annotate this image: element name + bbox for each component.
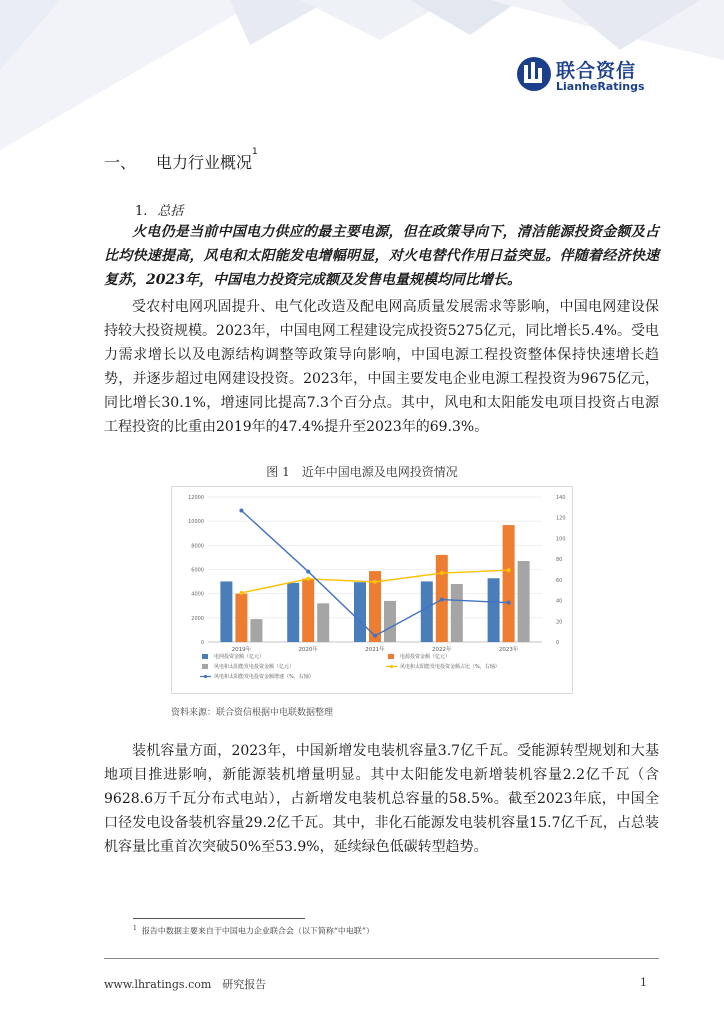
- section-title: 电力行业概况: [156, 153, 253, 172]
- bar: [287, 583, 299, 642]
- bar: [384, 601, 396, 642]
- figure-title: 图 1 近年中国电源及电网投资情况: [266, 465, 458, 479]
- footnote: [133, 925, 374, 937]
- y-right-tick-label: 60: [556, 577, 563, 584]
- legend-label: 风电和太阳能发电投资金额增速（%，右轴）: [214, 674, 314, 680]
- footer-rule: [104, 958, 659, 959]
- y-right-tick-label: 140: [556, 495, 566, 501]
- footnote-number: 1: [133, 925, 137, 932]
- x-tick-label: 2022年: [432, 647, 452, 653]
- bar: [518, 561, 530, 642]
- y-left-tick-label: 8000: [191, 543, 204, 550]
- y-right-tick-label: 120: [556, 515, 566, 522]
- footnote-ref[interactable]: 1: [252, 147, 258, 157]
- x-tick-label: 2020年: [298, 647, 318, 653]
- line-point: [239, 591, 243, 595]
- line-point: [373, 634, 377, 638]
- bar: [503, 525, 515, 642]
- bar: [354, 582, 366, 642]
- y-right-tick-label: 0: [556, 640, 560, 646]
- body-paragraph-1: 受农村电网巩固提升、电气化改造及配电网高质量发展需求等影响，中国电网建设保持较大投资规模。2023年，中国电网工程建设完成投资5275亿元，同比增长5.4%。受电力需求增长以及电源结构调整等政策导向影响，中国电源工程投资整体保持快速增长趋势，并逐步超过电网建设投资。2023年，中国主要发电企业电源工程投资为9675亿元，同比增长30.1%，增速同比提高7.3个百分点。其中，风电和太阳能发电项目投资占电源工程投资的比重由2019年的47.4%提升至2023年的69.3%。: [104, 299, 659, 435]
- line-point: [373, 580, 377, 584]
- brand-logo: [516, 54, 656, 98]
- section-number: 一、: [104, 153, 137, 172]
- page-number: 1: [640, 976, 647, 989]
- subsection-number: 1.: [135, 204, 148, 219]
- logo-chinese: 联合资信: [556, 60, 637, 82]
- y-left-tick-label: 10000: [188, 519, 204, 526]
- line-point: [306, 577, 310, 581]
- line-point: [507, 568, 511, 572]
- subsection-title: 总括: [157, 204, 184, 219]
- y-right-tick-label: 20: [556, 619, 563, 626]
- y-right-tick-label: 100: [556, 536, 566, 543]
- chart-svg: [172, 487, 572, 693]
- bar: [235, 594, 247, 642]
- legend-swatch: [388, 654, 394, 659]
- legend-marker: [390, 665, 393, 668]
- line-point: [440, 598, 444, 602]
- line-point: [440, 571, 444, 575]
- figure-source: 资料来源：联合资信根据中电联数据整理: [171, 708, 334, 718]
- legend-marker: [204, 675, 207, 678]
- body-paragraph-2: 装机容量方面，2023年，中国新增发电装机容量3.7亿千瓦。受能源转型规划和大基地项目推进影响，新能源装机增量明显。其中太阳能发电新增装机容量2.2亿千瓦（含9628.6万千瓦分布式电站），占新增发电装机总容量的58.5%。截至2023年底，中国全口径发电设备装机容量29.2亿千瓦。其中，非化石能源发电装机容量15.7亿千瓦，占总装机容量比重首次突破50%至53.9%，延续绿色低碳转型趋势。: [104, 743, 659, 855]
- legend-label: 电源投资金额（亿元）: [400, 654, 451, 660]
- y-left-tick-label: 12000: [188, 495, 204, 501]
- footnote-text: 报告中数据主要来自于中国电力企业联合会（以下简称“中电联”）: [141, 926, 375, 936]
- bar: [421, 581, 433, 642]
- bar: [250, 619, 262, 642]
- y-left-tick-label: 4000: [191, 591, 204, 598]
- lead-paragraph: 火电仍是当前中国电力供应的最主要电源，但在政策导向下，清洁能源投资金额及占比均快速提高，风电和太阳能发电增幅明显，对火电替代作用日益突显。伴随着经济快速复苏，2023年，中国电力投资完成额及发售电量规模均同比增长。: [104, 224, 659, 288]
- y-right-tick-label: 80: [556, 557, 563, 564]
- x-tick-label: 2023年: [498, 647, 519, 653]
- bar: [451, 584, 463, 642]
- lianhe-logo-icon: [516, 56, 552, 92]
- y-left-tick-label: 2000: [191, 615, 204, 622]
- x-tick-label: 2021年: [365, 647, 385, 653]
- footer-website[interactable]: www.lhratings.com 研究报告: [104, 978, 267, 991]
- logo-english: LianheRatings: [556, 80, 645, 93]
- line-point: [239, 508, 243, 512]
- section-heading: [104, 147, 258, 173]
- x-tick-label: 2019年: [231, 647, 252, 653]
- legend-label: 风电和太阳能发电投资金额占比（%，右轴）: [400, 664, 500, 670]
- investment-chart: [171, 486, 573, 694]
- bar: [317, 603, 329, 642]
- subsection-heading: [135, 200, 183, 219]
- legend-label: 电网投资金额（亿元）: [214, 654, 265, 660]
- legend-swatch: [202, 654, 208, 659]
- line-point: [507, 601, 511, 605]
- legend-swatch: [202, 664, 208, 669]
- y-right-tick-label: 40: [556, 598, 563, 605]
- footnote-rule: [133, 918, 305, 919]
- bar: [302, 579, 314, 642]
- y-left-tick-label: 6000: [191, 567, 204, 574]
- line-point: [306, 570, 310, 574]
- bar: [488, 578, 500, 642]
- legend-label: 风电和太阳能发电投资金额（亿元）: [214, 664, 295, 670]
- y-left-tick-label: 0: [200, 640, 204, 646]
- bar: [220, 581, 232, 642]
